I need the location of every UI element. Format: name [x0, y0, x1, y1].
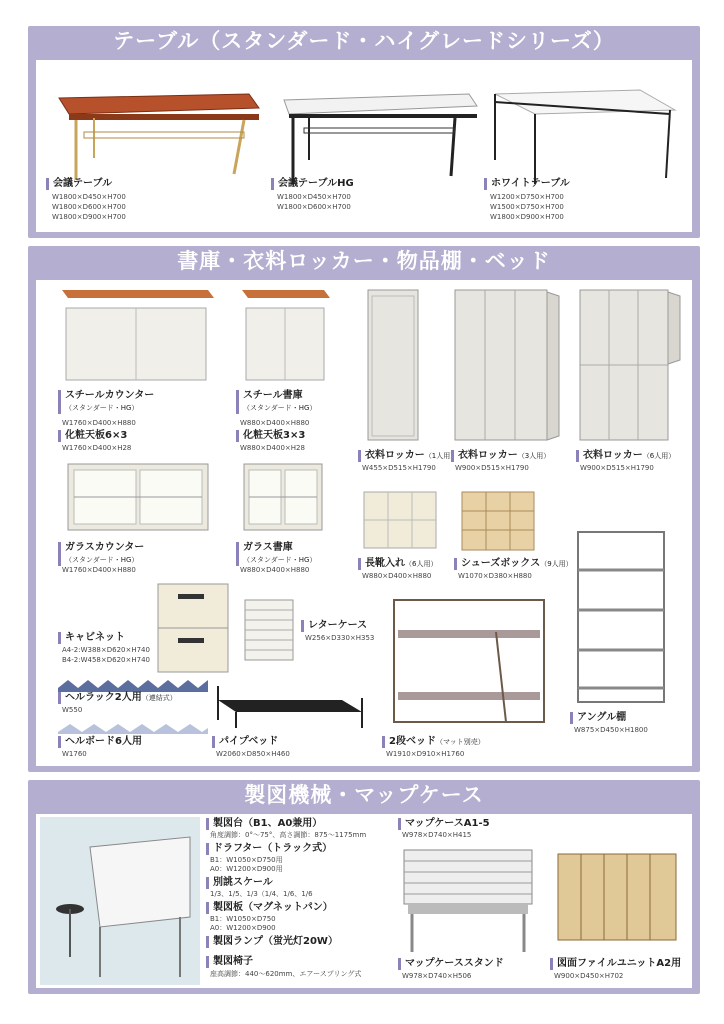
- conference-table-image: [54, 80, 264, 190]
- locker-6-name: 衣料ロッカー（6人用）: [576, 450, 675, 462]
- steel-counter: [58, 286, 228, 456]
- steel-shelf-image: [236, 286, 336, 386]
- drafting-item-5-name: 製図ランプ（蛍光灯20W）: [206, 936, 338, 948]
- cabinet: [58, 580, 238, 676]
- pipe-bed-spec: W2060×D850×H460: [216, 750, 290, 758]
- helmet-rack-spec: W550: [62, 706, 83, 714]
- conference-table-hg: [271, 68, 481, 228]
- section-drafting: [28, 780, 700, 994]
- glass-counter-image: [66, 462, 216, 534]
- glass-counter: [58, 462, 228, 574]
- locker-1-spec: W455×D515×H1790: [362, 464, 436, 472]
- glass-counter-name: ガラスカウンター （スタンダード・HG）: [58, 542, 144, 566]
- glass-shelf-name: ガラス書庫 （スタンダード・HG）: [236, 542, 316, 566]
- steel-counter-image: [58, 286, 218, 386]
- drafting-item-2-name: ドラフター（トラック式）: [206, 843, 332, 855]
- top6-spec: W1760×D400×H28: [62, 444, 132, 452]
- glass-shelf-spec: W880×D400×H880: [240, 566, 310, 574]
- steel-shelf-spec: W880×D400×H880: [240, 419, 310, 427]
- white-table: [484, 68, 684, 228]
- conference-table-name: 会議テーブル: [46, 178, 112, 190]
- cabinet-name: キャビネット: [58, 632, 125, 644]
- drafting-item-4-spec-2: A0：W1200×D900: [210, 924, 276, 932]
- conference-table-hg-name: 会議テーブルHG: [271, 178, 354, 190]
- white-table-name: ホワイトテーブル: [484, 178, 570, 190]
- storage-panel: [36, 280, 692, 766]
- locker-6-image: [576, 286, 686, 446]
- shoe-box-note: （9人用）: [540, 560, 573, 568]
- locker-1-note: （1人用）: [424, 452, 458, 460]
- file-unit-spec: W900×D450×H702: [554, 972, 624, 980]
- cabinet-image: [154, 580, 234, 676]
- locker-3-name: 衣料ロッカー（3人用）: [451, 450, 550, 462]
- helmet-board-name: ヘルボード6人用: [58, 736, 142, 748]
- drafting-machine-image: [40, 817, 200, 985]
- drafting-item-1-name: 製図台（B1、A0兼用）: [206, 818, 322, 830]
- steel-shelf-sub: （スタンダード・HG）: [243, 404, 317, 412]
- locker-1: [358, 286, 458, 486]
- glass-shelf: [236, 462, 346, 574]
- helmet-rack: [58, 678, 218, 718]
- angle-shelf-image: [574, 528, 674, 708]
- drafting-item-6-spec: 座高調節：440～620mm、エアースプリング式: [210, 970, 362, 978]
- drafting-item-6-name: 製図椅子: [206, 956, 253, 968]
- steel-counter-spec: W1760×D400×H880: [62, 419, 136, 427]
- steel-counter-sub: （スタンダード・HG）: [65, 404, 139, 412]
- white-table-image: [490, 80, 680, 190]
- glass-shelf-sub: （スタンダード・HG）: [243, 556, 317, 564]
- section-tables: [28, 26, 700, 238]
- helmet-rack-image: [58, 678, 208, 692]
- bunk-bed-spec: W1910×D910×H1760: [386, 750, 465, 758]
- file-unit-image: [554, 848, 684, 944]
- glass-shelf-image: [242, 462, 332, 534]
- map-stand-name: マップケーススタンド: [398, 958, 504, 970]
- letter-case-image: [243, 598, 297, 664]
- letter-case: [241, 598, 375, 668]
- conference-table-hg-spec-1: W1800×D450×H700: [277, 193, 351, 201]
- helmet-rack-note: （連結式）: [141, 694, 177, 702]
- map-stand-spec: W978×D740×H506: [402, 972, 472, 980]
- map-case-spec: W978×D740×H415: [402, 831, 472, 839]
- angle-shelf-spec: W875×D450×H1800: [574, 726, 648, 734]
- pipe-bed-image: [212, 680, 372, 730]
- shoe-box-image: [460, 490, 540, 552]
- boot-rack-note: （6人用）: [405, 560, 438, 568]
- top3-spec: W880×D400×H28: [240, 444, 305, 452]
- shoe-box-name: シューズボックス（9人用）: [454, 558, 573, 570]
- section-storage: [28, 246, 700, 772]
- pipe-bed-name: パイプベッド: [212, 736, 278, 748]
- drafting-panel: [36, 814, 692, 988]
- drafting-item-2-spec-2: A0：W1200×D900用: [210, 865, 283, 873]
- cabinet-spec-1: A4-2:W388×D620×H740: [62, 646, 150, 654]
- boot-rack-name: 長靴入れ（6人用）: [358, 558, 437, 570]
- file-unit-name: 図面ファイルユニットA2用: [550, 958, 681, 970]
- angle-shelf: [570, 528, 690, 738]
- steel-counter-name: スチールカウンター （スタンダード・HG）: [58, 390, 154, 414]
- locker-3: [451, 286, 566, 486]
- drafting-item-4-spec-1: B1：W1050×D750: [210, 915, 276, 923]
- steel-shelf-name: スチール書庫 （スタンダード・HG）: [236, 390, 316, 414]
- helmet-board-image: [58, 722, 208, 734]
- map-case-name: マップケースA1-5: [398, 818, 490, 830]
- section-title: 製図機械・マップケース: [244, 783, 484, 807]
- conference-table-hg-image: [279, 80, 479, 190]
- file-unit: [550, 818, 692, 986]
- conference-table-spec-2: W1800×D600×H700: [52, 203, 126, 211]
- tables-panel: [36, 60, 692, 232]
- helmet-rack-name: ヘルラック2人用（連結式）: [58, 692, 177, 704]
- locker-6-note: （6人用）: [642, 452, 676, 460]
- locker-1-image: [364, 286, 424, 446]
- top6-name: 化粧天板6×3: [58, 430, 127, 442]
- conference-table: [46, 68, 266, 228]
- helmet-board-spec: W1760: [62, 750, 87, 758]
- drafting-item-2-spec-1: B1：W1050×D750用: [210, 856, 283, 864]
- bunk-bed: [382, 592, 567, 764]
- white-table-spec-3: W1800×D900×H700: [490, 213, 564, 221]
- drafting-item-3-name: 別誂スケール: [206, 877, 273, 889]
- locker-3-spec: W900×D515×H1790: [455, 464, 529, 472]
- steel-shelf: [236, 286, 346, 456]
- locker-3-note: （3人用）: [517, 452, 551, 460]
- map-case-image: [398, 842, 538, 954]
- helmet-board: [58, 722, 218, 762]
- locker-1-name: 衣料ロッカー（1人用）: [358, 450, 457, 462]
- bunk-bed-image: [386, 592, 556, 730]
- locker-6-spec: W900×D515×H1790: [580, 464, 654, 472]
- bunk-bed-name: 2段ベッド（マット別売）: [382, 736, 485, 748]
- section-title: テーブル（スタンダード・ハイグレードシリーズ）: [113, 29, 615, 53]
- drafting-list: [206, 818, 396, 986]
- boot-rack: [358, 490, 453, 586]
- top3-name: 化粧天板3×3: [236, 430, 305, 442]
- bunk-bed-note: （マット別売）: [435, 738, 485, 746]
- glass-counter-spec: W1760×D400×H880: [62, 566, 136, 574]
- conference-table-hg-spec-2: W1800×D600×H700: [277, 203, 351, 211]
- boot-rack-spec: W880×D400×H880: [362, 572, 432, 580]
- conference-table-spec-1: W1800×D450×H700: [52, 193, 126, 201]
- cabinet-spec-2: B4-2:W458×D620×H740: [62, 656, 150, 664]
- locker-6: [576, 286, 691, 486]
- section-title: 書庫・衣料ロッカー・物品棚・ベッド: [177, 249, 551, 273]
- conference-table-spec-3: W1800×D900×H700: [52, 213, 126, 221]
- letter-case-spec: W256×D330×H353: [305, 634, 375, 642]
- drafting-item-3-spec: 1/3、1/5、1/3（1/4、1/6、1/6: [210, 890, 313, 898]
- drafting-item-1-spec: 角度調節：0°～75°、高さ調節：875～1175mm: [210, 831, 367, 839]
- boot-rack-image: [362, 490, 442, 552]
- drafting-item-4-name: 製図板（マグネットパン）: [206, 902, 333, 914]
- pipe-bed: [212, 680, 377, 764]
- locker-3-image: [451, 286, 561, 446]
- angle-shelf-name: アングル棚: [570, 712, 626, 724]
- shoe-box: [454, 490, 573, 586]
- white-table-spec-1: W1200×D750×H700: [490, 193, 564, 201]
- letter-case-name: レターケース: [301, 620, 367, 632]
- map-case: [398, 818, 548, 986]
- shoe-box-spec: W1070×D380×H880: [458, 572, 532, 580]
- glass-counter-sub: （スタンダード・HG）: [65, 556, 139, 564]
- white-table-spec-2: W1500×D750×H700: [490, 203, 564, 211]
